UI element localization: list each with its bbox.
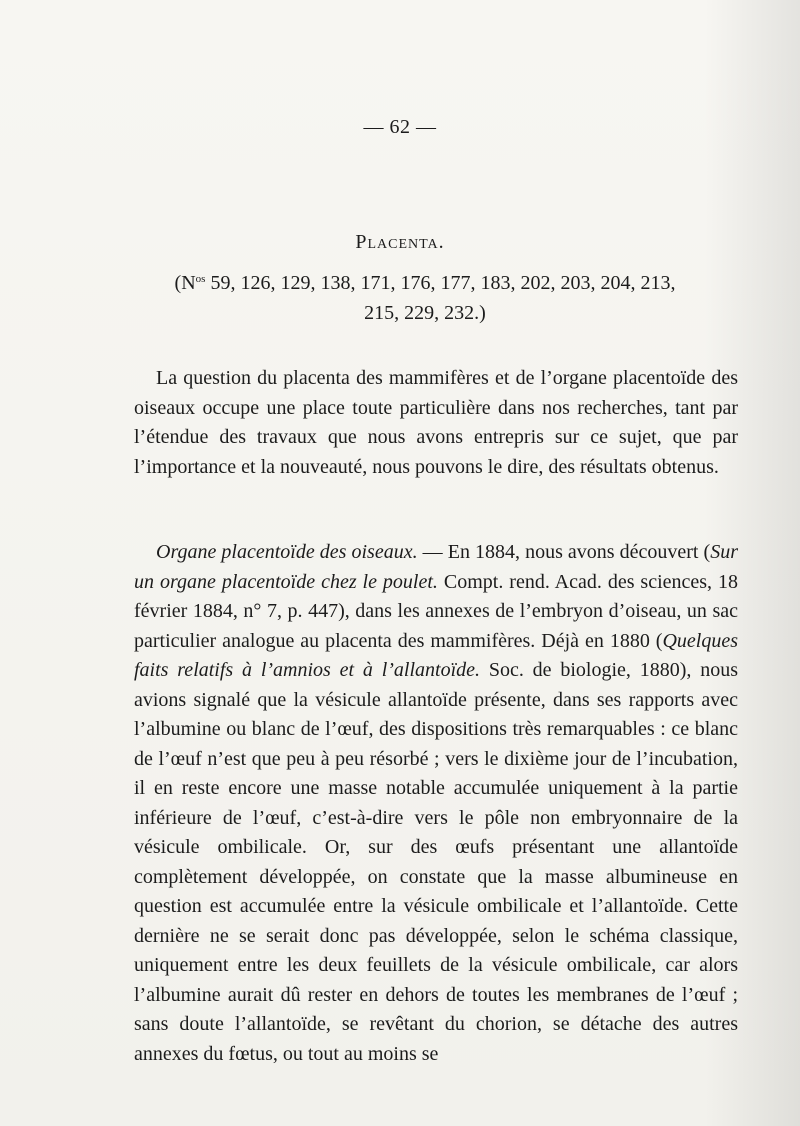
refs-open: (N <box>174 272 196 294</box>
refs-line-2: 215, 229, 232.) <box>364 302 486 324</box>
reference-title-2: Quelques faits relatifs à l’amnios et à l’allantoïde. <box>134 629 738 681</box>
paragraph-heading: Organe placentoïde des oiseaux. <box>156 541 418 563</box>
page-number: — 62 — <box>363 116 437 138</box>
paragraph-text-c: Soc. de biologie, 1880), nous avions signalé que la vésicule allantoïde présente, dans ses rapports avec l’albumine ou blanc de l’œuf, des dispositions très remarquables : ce blanc de l’œuf n’est que peu à peu résorbé ; vers le dixième jour de l’incubation, il en reste encore une masse notable accumulée uniquement à la partie inférieure de l’œuf, c’est-à-dire vers le pôle non embryonnaire de la vésicule ombilicale. Or, sur des œufs présentant une allantoïde complètement développée, on constate que la masse albumineuse en question est accumulée entre la vésicule ombilicale et l’allantoïde. Cette dernière ne se serait donc pas développée, selon le schéma classique, uniquement entre les deux feuillets de la vésicule ombilicale, car alors l’albumine aurait dû rester en dehors de toutes les membranes de l’œuf ; sans doute l’allantoïde, se revêtant du chorion, se détache des autres annexes du fœtus, ou tout au moins se <box>134 659 738 1065</box>
paragraph-placenta-intro: La question du placenta des mammifères et de l’organe placentoïde des oiseaux occupe une place toute particulière dans nos recherches, tant par l’étendue des travaux que nous avons entrepris sur ce sujet, que par l’importance et la nouveauté, nous pouvons le dire, des résultats obtenus. <box>134 367 738 478</box>
paragraph-organe-placentoide <box>134 538 738 1069</box>
refs-line-1: 59, 126, 129, 138, 171, 176, 177, 183, 202, 203, 204, 213, <box>205 272 676 294</box>
paragraph-text-a: — En 1884, nous avons découvert ( <box>417 541 711 563</box>
paragraph-text-b: Compt. rend. Acad. des sciences, 18 février 1884, n° 7, p. 447), dans les annexes de l’embryon d’oiseau, un sac particulier analogue au placenta des mammifères. Déjà en 1880 ( <box>134 570 739 652</box>
section-title: Placenta. <box>355 231 445 253</box>
reference-title-1: Sur un organe placentoïde chez le poulet. <box>134 541 739 593</box>
reference-numbers <box>120 268 730 328</box>
refs-superscript: os <box>195 273 206 285</box>
